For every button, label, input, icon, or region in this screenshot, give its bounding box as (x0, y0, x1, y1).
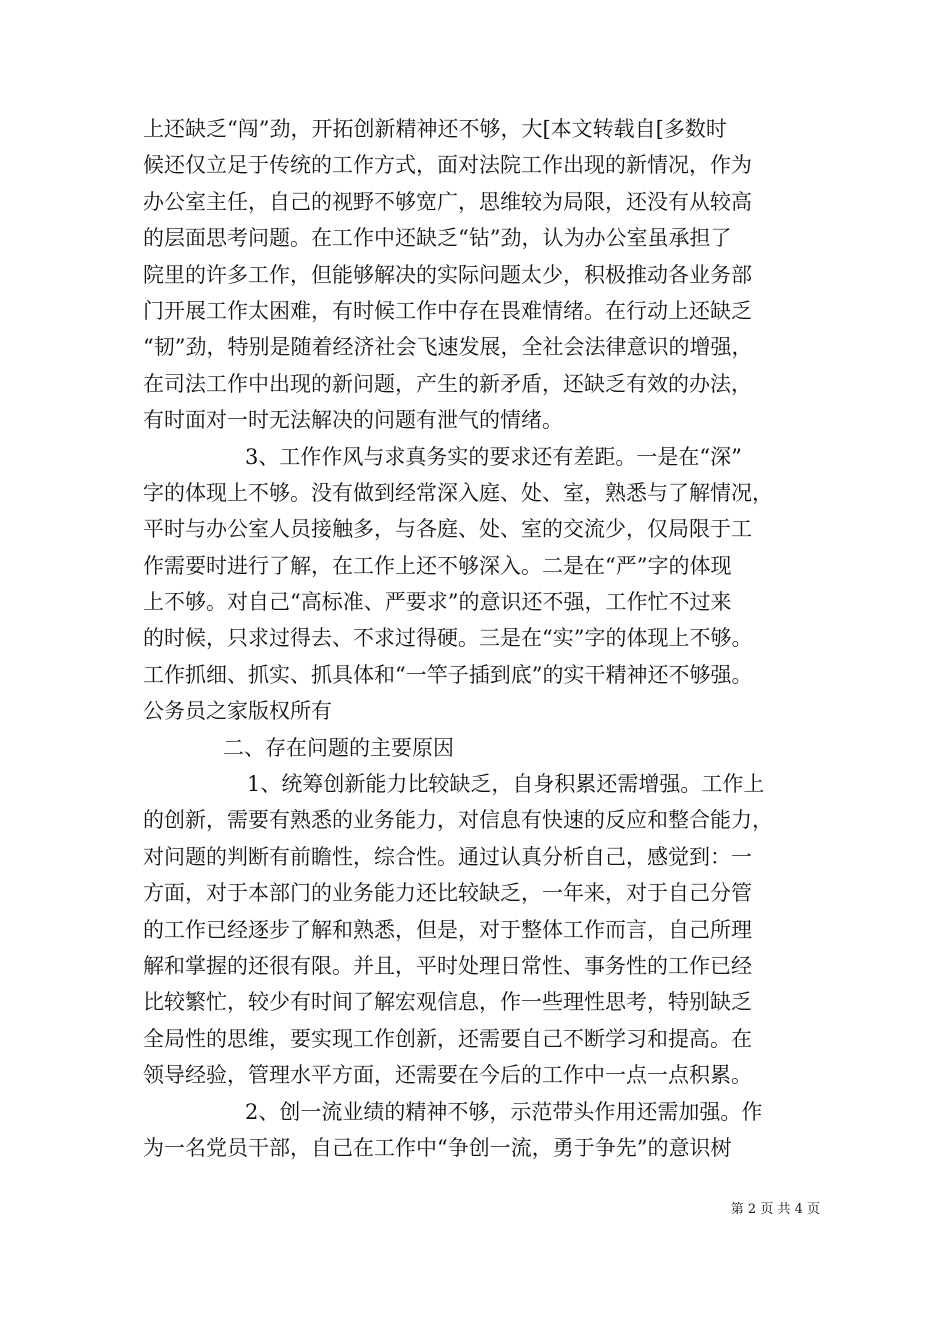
text-line: 平时与办公室人员接触多，与各庭、处、室的交流少，仅局限于工 (143, 517, 752, 542)
text-line: 领导经验，管理水平方面，还需要在今后的工作中一点一点积累。 (143, 1063, 752, 1088)
text-line: 为一名党员干部，自己在工作中“争创一流，勇于争先”的意识树 (143, 1135, 732, 1160)
text-line: 工作抓细、抓实、抓具体和“一竿子插到底”的实干精神还不够强。 (143, 662, 753, 687)
text-line: 的层面思考问题。在工作中还缺乏“钻”劲，认为办公室虽承担了 (143, 226, 732, 251)
text-line: 比较繁忙，较少有时间了解宏观信息，作一些理性思考，特别缺乏 (143, 990, 752, 1015)
text-line: 的工作已经逐步了解和熟悉，但是，对于整体工作而言，自己所理 (143, 917, 752, 942)
text-line: 在司法工作中出现的新问题，产生的新矛盾，还缺乏有效的办法， (143, 371, 752, 396)
text-line: 门开展工作太困难，有时候工作中存在畏难情绪。在行动上还缺乏 (143, 298, 752, 323)
text-line: 全局性的思维，要实现工作创新，还需要自己不断学习和提高。在 (143, 1026, 752, 1051)
text-line: 候还仅立足于传统的工作方式，面对法院工作出现的新情况，作为 (143, 153, 752, 178)
section-heading: 二、存在问题的主要原因 (223, 735, 454, 760)
page-number-footer: 第 2 页 共 4 页 (730, 1202, 820, 1217)
text-line: 的时候，只求过得去、不求过得硬。三是在“实”字的体现上不够。 (143, 626, 753, 651)
paragraph-start-line: 3、工作作风与求真务实的要求还有差距。一是在“深” (245, 444, 742, 469)
text-line: 办公室主任，自己的视野不够宽广，思维较为局限，还没有从较高 (143, 189, 752, 214)
text-line: 解和掌握的还很有限。并且，平时处理日常性、事务性的工作已经 (143, 953, 752, 978)
copyright-line: 公务员之家版权所有 (143, 699, 332, 724)
paragraph-start-line: 1、统筹创新能力比较缺乏，自身积累还需增强。工作上 (247, 772, 765, 797)
text-line: 上还缺乏“闯”劲，开拓创新精神还不够，大[本文转载自[多数时 (143, 117, 727, 141)
text-line: 作需要时进行了解，在工作上还不够深入。二是在“严”字的体现 (143, 553, 732, 578)
text-line: 的创新，需要有熟悉的业务能力，对信息有快速的反应和整合能力， (143, 808, 773, 833)
document-body (143, 111, 823, 1166)
text-line: 方面，对于本部门的业务能力还比较缺乏，一年来，对于自己分管 (143, 881, 752, 906)
text-line: 上不够。对自己“高标准、严要求”的意识还不强，工作忙不过来 (143, 590, 732, 615)
text-line: 有时面对一时无法解决的问题有泄气的情绪。 (143, 408, 563, 433)
text-line: 对问题的判断有前瞻性，综合性。通过认真分析自己，感觉到：一 (143, 844, 752, 869)
text-line: “韧”劲，特别是随着经济社会飞速发展，全社会法律意识的增强， (143, 335, 753, 360)
text-line: 院里的许多工作，但能够解决的实际问题太少，积极推动各业务部 (143, 262, 752, 287)
text-line: 字的体现上不够。没有做到经常深入庭、处、室，熟悉与了解情况， (143, 480, 773, 505)
paragraph-start-line: 2、创一流业绩的精神不够，示范带头作用还需加强。作 (245, 1099, 763, 1124)
